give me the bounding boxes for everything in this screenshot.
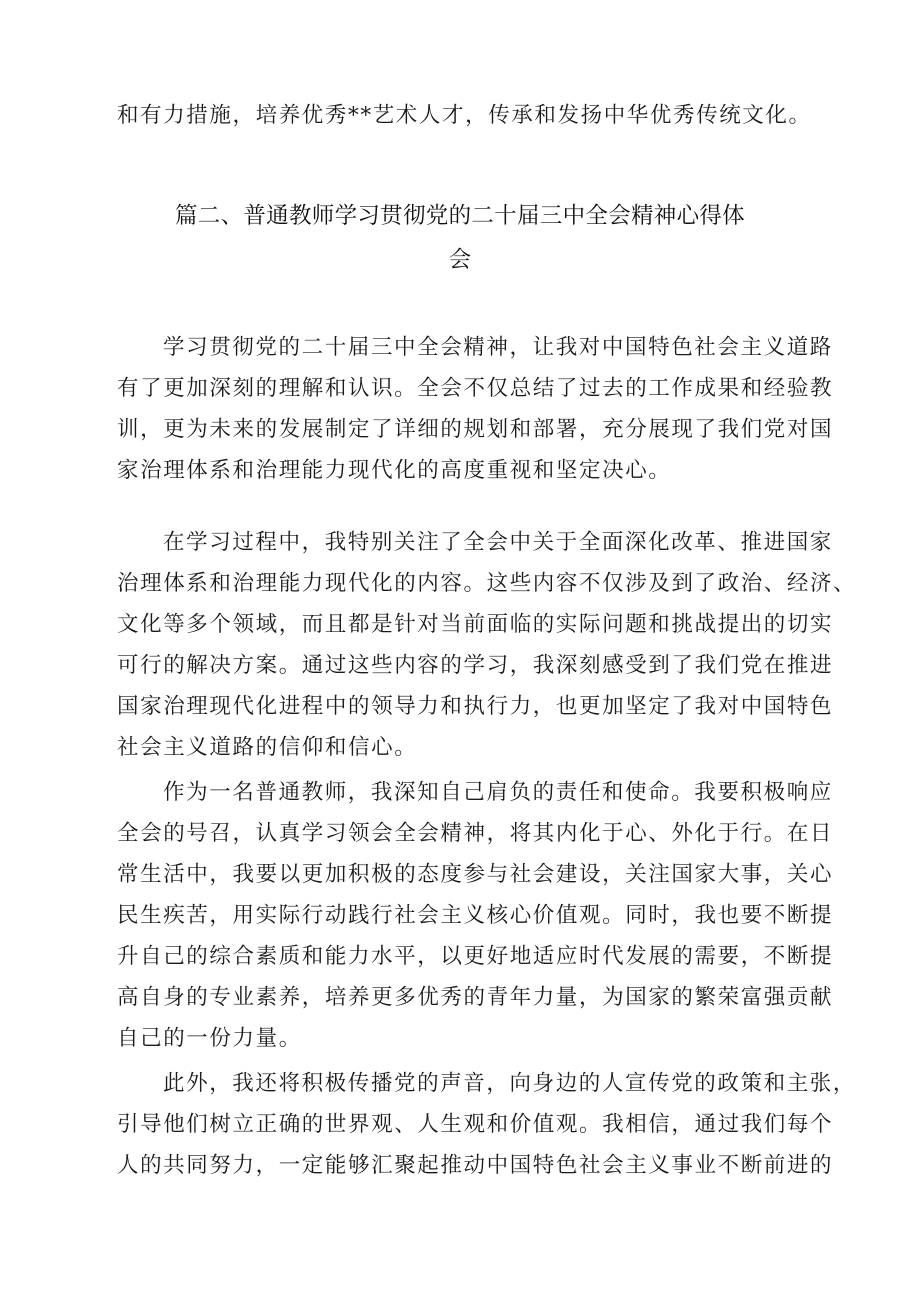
paragraph-first-line: 作为一名普通教师，我深知自己肩负的责任和使命。我要积极响应	[163, 780, 833, 805]
text-line: 文化等多个领域，而且都是针对当前面临的实际问题和挑战提出的切实	[117, 612, 834, 637]
text-line: 引导他们树立正确的世界观、人生观和价值观。我相信，通过我们每个	[117, 1112, 834, 1137]
section-heading-line-1: 篇二、普通教师学习贯彻党的二十届三中全会精神心得体	[174, 203, 745, 229]
text-line: 治理体系和治理能力现代化的内容。这些内容不仅涉及到了政治、经济、	[117, 571, 857, 596]
paragraph-first-line: 在学习过程中，我特别关注了全会中关于全面深化改革、推进国家	[163, 530, 833, 555]
text-line: 升自己的综合素质和能力水平，以更好地适应时代发展的需要，不断提	[117, 944, 834, 969]
text-line: 人的共同努力，一定能够汇聚起推动中国特色社会主义事业不断前进的	[117, 1153, 834, 1178]
text-line: 民生疾苦，用实际行动践行社会主义核心价值观。同时，我也要不断提	[117, 903, 834, 928]
text-line: 家治理体系和治理能力现代化的高度重视和坚定决心。	[117, 458, 672, 483]
text-line: 训，更为未来的发展制定了详细的规划和部署，充分展现了我们党对国	[117, 417, 834, 442]
text-line: 可行的解决方案。通过这些内容的学习，我深刻感受到了我们党在推进	[117, 653, 834, 678]
text-line: 常生活中，我要以更加积极的态度参与社会建设，关注国家大事，关心	[117, 862, 834, 887]
text-line: 社会主义道路的信仰和信心。	[117, 735, 418, 760]
section-heading-line-2: 会	[448, 247, 472, 273]
text-line: 和有力措施，培养优秀**艺术人才，传承和发扬中华优秀传统文化。	[117, 103, 812, 128]
text-line: 有了更加深刻的理解和认识。全会不仅总结了过去的工作成果和经验教	[117, 376, 834, 401]
paragraph-first-line: 此外，我还将积极传播党的声音，向身边的人宣传党的政策和主张，	[163, 1071, 857, 1096]
text-line: 高自身的专业素养，培养更多优秀的青年力量，为国家的繁荣富强贡献	[117, 985, 834, 1010]
text-line: 全会的号召，认真学习领会全会精神，将其内化于心、外化于行。在日	[117, 821, 834, 846]
paragraph-first-line: 学习贯彻党的二十届三中全会精神，让我对中国特色社会主义道路	[163, 335, 833, 360]
text-line: 自己的一份力量。	[117, 1026, 302, 1051]
text-line: 国家治理现代化进程中的领导力和执行力，也更加坚定了我对中国特色	[117, 694, 834, 719]
